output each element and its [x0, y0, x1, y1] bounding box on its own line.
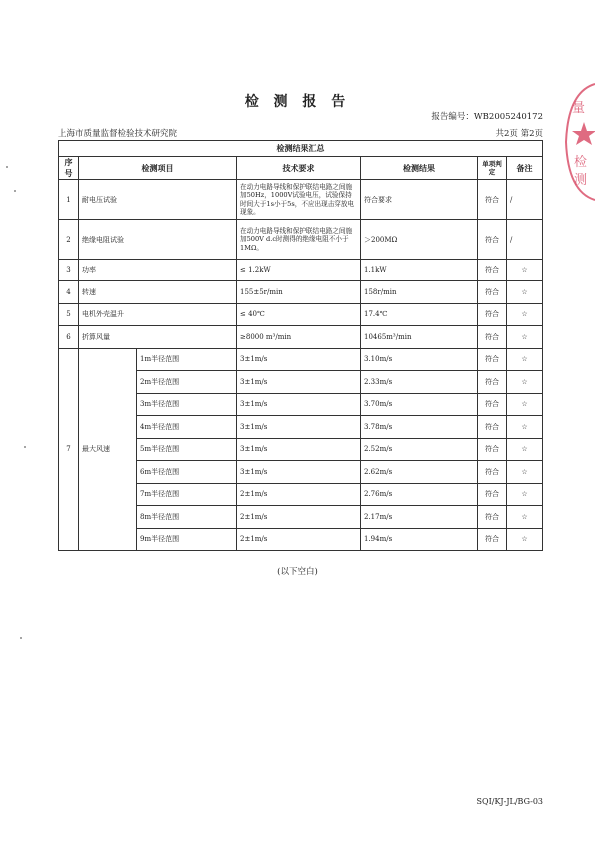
scan-speck [20, 637, 22, 639]
row-item: 转速 [79, 281, 237, 304]
row-result: 17.4℃ [361, 303, 478, 326]
row-result: 2.52m/s [361, 438, 478, 461]
row-remark: ☆ [507, 393, 543, 416]
organization-name: 上海市质量监督检验技术研究院 [58, 129, 178, 139]
row-seq: 1 [59, 180, 79, 220]
row-judgement: 符合 [478, 326, 507, 349]
row-subitem: 2m半径范围 [137, 371, 237, 394]
table-row [59, 260, 543, 281]
row-item: 绝缘电阻试验 [79, 220, 237, 260]
row-requirement: ≤ 40℃ [237, 303, 361, 326]
row-requirement: 2±1m/s [237, 528, 361, 551]
row-result: ＞200MΩ [361, 220, 478, 260]
row-result: 158r/min [361, 281, 478, 304]
results-table [58, 140, 543, 551]
row-requirement: ≥8000 m³/min [237, 326, 361, 349]
row-requirement: 3±1m/s [237, 416, 361, 439]
row-judgement: 符合 [478, 348, 507, 371]
row-seq: 4 [59, 281, 79, 304]
row-requirement: 在动力电路导线和保护联结电路之间施加50Hz，1000V试验电压，试验保持时间大于1s小于5s，不应出现击穿放电现象。 [237, 180, 361, 220]
row-subitem: 8m半径范围 [137, 506, 237, 529]
row-subitem: 1m半径范围 [137, 348, 237, 371]
row-item: 最大风速 [79, 348, 137, 551]
row-result: 符合要求 [361, 180, 478, 220]
table-title-row [59, 141, 543, 157]
row-item: 功率 [79, 260, 237, 281]
row-subitem: 9m半径范围 [137, 528, 237, 551]
svg-text:量: 量 [572, 101, 586, 116]
row-result: 2.62m/s [361, 461, 478, 484]
row-subitem: 6m半径范围 [137, 461, 237, 484]
row-judgement: 符合 [478, 506, 507, 529]
row-requirement: 3±1m/s [237, 348, 361, 371]
row-seq: 5 [59, 303, 79, 326]
form-code: SQI/KJ-JL/BG-03 [476, 797, 543, 806]
col-header-judgement: 单项判定 [478, 157, 507, 180]
row-subitem: 7m半径范围 [137, 483, 237, 506]
col-header-seq: 序号 [59, 157, 79, 180]
scan-speck [14, 190, 16, 192]
row-remark: ☆ [507, 528, 543, 551]
row-remark: ☆ [507, 348, 543, 371]
row-remark: ☆ [507, 506, 543, 529]
row-judgement: 符合 [478, 220, 507, 260]
row-result: 1.1kW [361, 260, 478, 281]
row-requirement: 3±1m/s [237, 461, 361, 484]
row-item: 电机外壳温升 [79, 303, 237, 326]
svg-text:测: 测 [574, 173, 588, 188]
table-row [59, 348, 543, 371]
row-item: 耐电压试验 [79, 180, 237, 220]
row-result: 2.33m/s [361, 371, 478, 394]
row-subitem: 4m半径范围 [137, 416, 237, 439]
row-remark: ☆ [507, 303, 543, 326]
table-row [59, 281, 543, 304]
row-remark: ☆ [507, 260, 543, 281]
table-row [59, 180, 543, 220]
row-requirement: 2±1m/s [237, 506, 361, 529]
row-result: 2.76m/s [361, 483, 478, 506]
row-requirement: 在动力电路导线和保护联结电路之间施加500V d.c时测得的绝缘电阻不小于1MΩ。 [237, 220, 361, 260]
row-requirement: 2±1m/s [237, 483, 361, 506]
row-remark: ☆ [507, 483, 543, 506]
row-judgement: 符合 [478, 303, 507, 326]
row-result: 1.94m/s [361, 528, 478, 551]
table-row [59, 220, 543, 260]
row-remark: ☆ [507, 326, 543, 349]
col-header-result: 检测结果 [361, 157, 478, 180]
table-title: 检测结果汇总 [59, 141, 543, 157]
row-result: 10465m³/min [361, 326, 478, 349]
row-judgement: 符合 [478, 371, 507, 394]
row-requirement: 3±1m/s [237, 438, 361, 461]
row-requirement: ≤ 1.2kW [237, 260, 361, 281]
row-remark: ☆ [507, 371, 543, 394]
row-seq: 6 [59, 326, 79, 349]
scan-speck [6, 166, 8, 168]
report-number: 报告编号：WB2005240172 [431, 112, 543, 122]
table-header-row [59, 157, 543, 180]
row-seq: 7 [59, 348, 79, 551]
row-remark: ☆ [507, 438, 543, 461]
row-result: 3.70m/s [361, 393, 478, 416]
row-judgement: 符合 [478, 180, 507, 220]
row-seq: 2 [59, 220, 79, 260]
report-title: 检 测 报 告 [244, 94, 351, 110]
row-remark: ☆ [507, 416, 543, 439]
seal-stamp-image [562, 82, 595, 202]
row-judgement: 符合 [478, 393, 507, 416]
row-remark: / [507, 220, 543, 260]
row-result: 3.78m/s [361, 416, 478, 439]
row-requirement: 3±1m/s [237, 393, 361, 416]
row-judgement: 符合 [478, 528, 507, 551]
row-judgement: 符合 [478, 438, 507, 461]
row-judgement: 符合 [478, 260, 507, 281]
blank-below-note: (以下空白) [277, 567, 318, 577]
row-requirement: 155±5r/min [237, 281, 361, 304]
row-judgement: 符合 [478, 281, 507, 304]
row-remark: / [507, 180, 543, 220]
row-result: 3.10m/s [361, 348, 478, 371]
row-seq: 3 [59, 260, 79, 281]
row-remark: ☆ [507, 281, 543, 304]
col-header-item: 检测项目 [79, 157, 237, 180]
row-result: 2.17m/s [361, 506, 478, 529]
table-row [59, 303, 543, 326]
col-header-requirement: 技术要求 [237, 157, 361, 180]
page-info: 共2页 第2页 [495, 129, 543, 139]
row-judgement: 符合 [478, 416, 507, 439]
svg-text:检: 检 [574, 155, 588, 170]
row-judgement: 符合 [478, 461, 507, 484]
row-subitem: 3m半径范围 [137, 393, 237, 416]
table-row [59, 326, 543, 349]
row-judgement: 符合 [478, 483, 507, 506]
row-subitem: 5m半径范围 [137, 438, 237, 461]
scan-speck [24, 446, 26, 448]
row-remark: ☆ [507, 461, 543, 484]
col-header-remark: 备注 [507, 157, 543, 180]
row-item: 折算风量 [79, 326, 237, 349]
row-requirement: 3±1m/s [237, 371, 361, 394]
